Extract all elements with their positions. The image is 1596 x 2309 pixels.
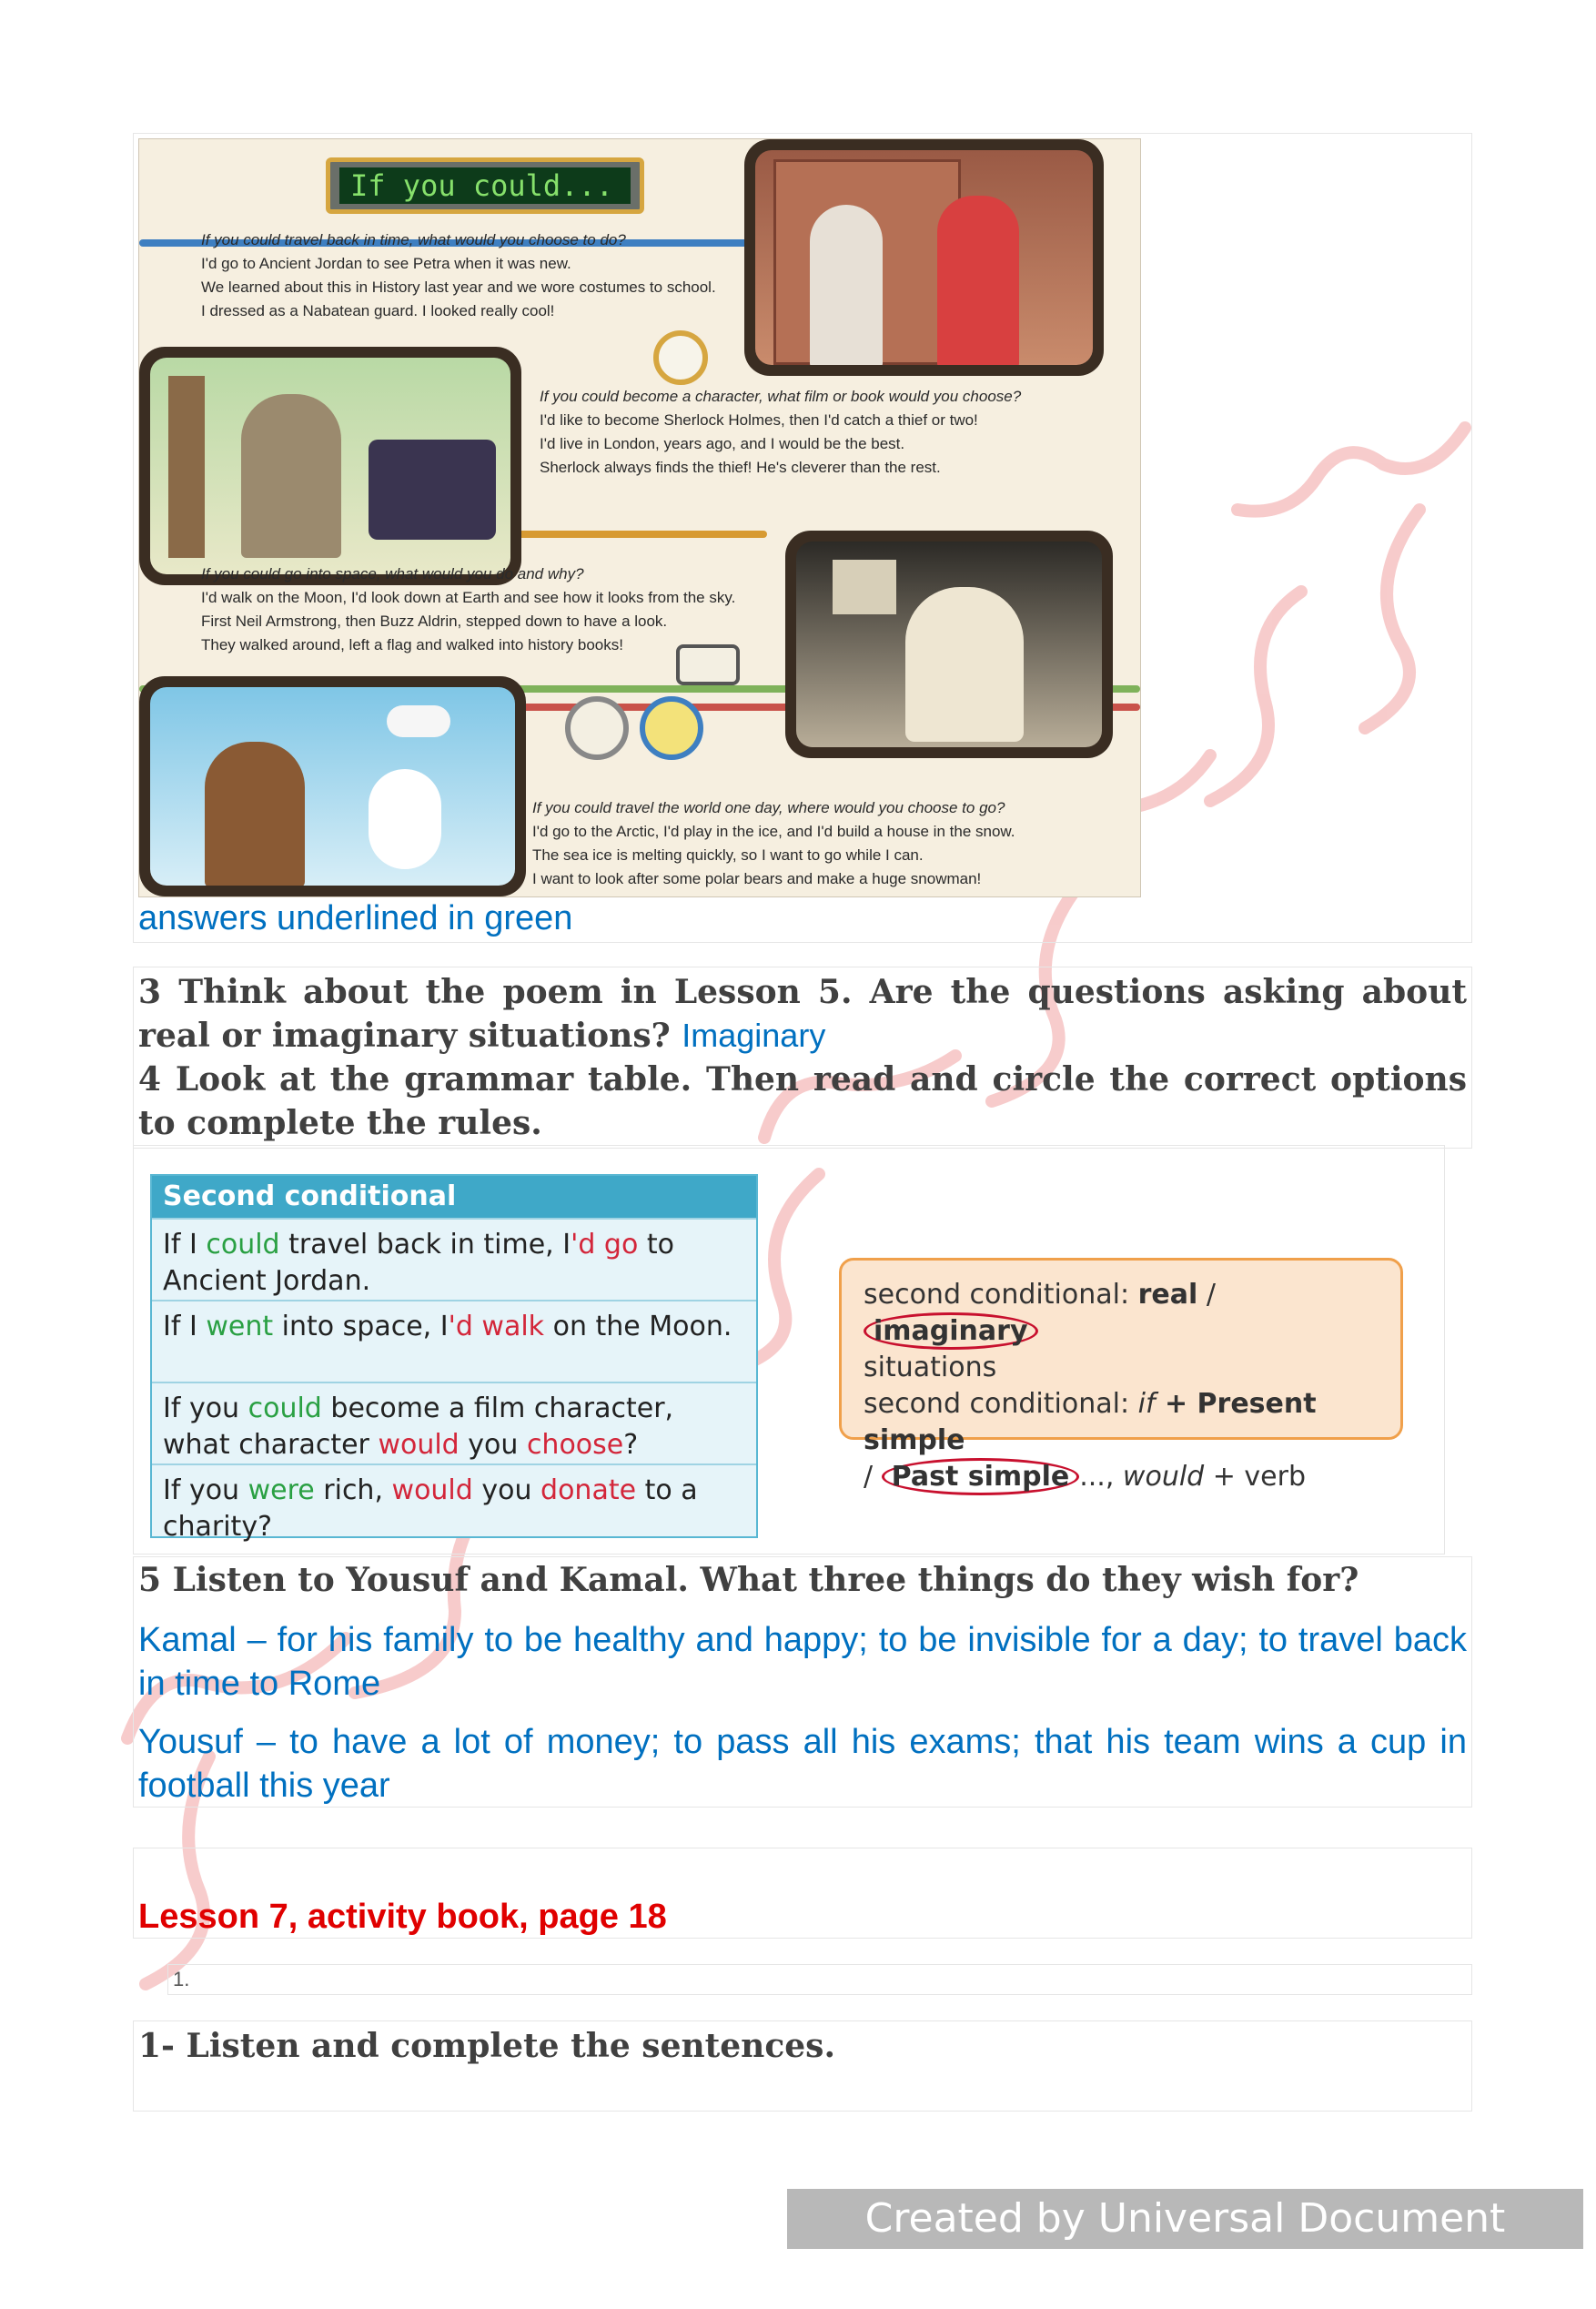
answer-kamal: Kamal – for his family to be healthy and happy; to be invisible for a day; to travel back in time to Rome [138, 1621, 1467, 1703]
panel-line: I'd live in London, years ago, and I would be the best. [540, 435, 905, 452]
panel-question: If you could travel the world one day, where would you choose to go? [532, 799, 1005, 816]
number-frame [167, 1964, 1472, 1995]
panel-question: If you could become a character, what film or book would you choose? [540, 388, 1022, 405]
panel-line: The sea ice is melting quickly, so I want to go while I can. [532, 846, 924, 864]
snowman-illustration [369, 769, 441, 869]
circled-option: Past simple [882, 1458, 1080, 1495]
rule-line-2: situations [864, 1352, 997, 1383]
panel-1-text [201, 228, 765, 323]
panel-line: They walked around, left a flag and walked into history books! [201, 636, 623, 653]
tv-screen-sherlock [139, 347, 521, 585]
grammar-row: If you were rich, would you donate to a charity? [152, 1463, 756, 1545]
grammar-table-heading: Second conditional [152, 1176, 756, 1218]
panel-question: If you could go into space, what would you do and why? [201, 565, 584, 582]
question-5-text: 5 Listen to Yousuf and Kamal. What three things do they wish for? [138, 1561, 1359, 1599]
panel-line: First Neil Armstrong, then Buzz Aldrin, stepped down to have a look. [201, 613, 668, 630]
panel-line: I'd like to become Sherlock Holmes, then I'd catch a thief or two! [540, 411, 978, 429]
question-4-text: 4 Look at the grammar table. Then read and circle the correct options to complete the rules. [138, 1060, 1467, 1142]
lunar-module-illustration [833, 560, 896, 614]
gauge-icon [640, 696, 703, 760]
rules-box [839, 1258, 1403, 1493]
detective-illustration [241, 394, 341, 558]
panel-line: I'd walk on the Moon, I'd look down at Earth and see how it looks from the sky. [201, 589, 736, 606]
rule-line-3: second conditional: if + Present simple [864, 1388, 1317, 1456]
panel-3-text [201, 562, 783, 657]
astronaut-illustration [905, 587, 1024, 742]
list-number: 1. [173, 1968, 190, 1990]
panel-2-text [540, 385, 1131, 480]
meter-icon [676, 644, 740, 685]
rule-line-1: second conditional: real / imaginary [864, 1277, 1379, 1350]
grammar-row: If I went into space, I'd walk on the Moon. [152, 1300, 756, 1382]
grammar-row: If I could travel back in time, I'd go to Ancient Jordan. [152, 1218, 756, 1300]
panel-line: I dressed as a Nabatean guard. I looked really cool! [201, 302, 555, 319]
panel-line: We learned about this in History last year and we wore costumes to school. [201, 278, 716, 296]
explorer-illustration [205, 742, 305, 886]
comic-image [138, 138, 1141, 897]
grammar-row: If you could become a film character, what character would you choose? [152, 1382, 756, 1463]
panel-line: I want to look after some polar bears and make a huge snowman! [532, 870, 982, 887]
converter-footer: Created by Universal Document Converter [787, 2189, 1583, 2249]
child-illustration [937, 196, 1019, 365]
panel-line: I'd go to Ancient Jordan to see Petra when it was new. [201, 255, 571, 272]
gauge-icon [653, 330, 708, 385]
answer-yousuf: Yousuf – to have a lot of money; to pass all his exams; that his team wins a cup in football this year [138, 1723, 1467, 1805]
lesson-heading: Lesson 7, activity book, page 18 [138, 1898, 667, 1936]
instruction-text: 1- Listen and complete the sentences. [138, 2027, 835, 2065]
comic-title-sign [326, 157, 644, 214]
panel-line: Sherlock always finds the thief! He's cleverer than the rest. [540, 459, 941, 476]
circled-option: imaginary [864, 1312, 1038, 1350]
big-ben-illustration [168, 376, 205, 558]
tv-screen-petra [744, 139, 1104, 376]
polar-bear-illustration [387, 705, 450, 737]
caption-answers: answers underlined in green [138, 899, 573, 937]
comic-title: If you could... [339, 167, 631, 204]
panel-line: I'd go to the Arctic, I'd play in the ice, and I'd build a house in the snow. [532, 823, 1015, 840]
grammar-table [150, 1174, 758, 1543]
tv-screen-arctic [139, 676, 526, 896]
question-3 [138, 970, 1467, 1058]
panel-4-text [532, 796, 1133, 891]
question-3-answer: Imaginary [682, 1017, 826, 1054]
panel-question: If you could travel back in time, what would you choose to do? [201, 231, 626, 248]
tv-screen-moon [785, 531, 1113, 758]
gauge-icon [565, 696, 629, 760]
carriage-illustration [369, 440, 496, 540]
question-3-text: 3 Think about the poem in Lesson 5. Are the questions asking about real or imaginary situations? [138, 973, 1467, 1055]
child-illustration [810, 205, 883, 365]
rule-line-4: / Past simple ..., would + verb [864, 1459, 1379, 1495]
